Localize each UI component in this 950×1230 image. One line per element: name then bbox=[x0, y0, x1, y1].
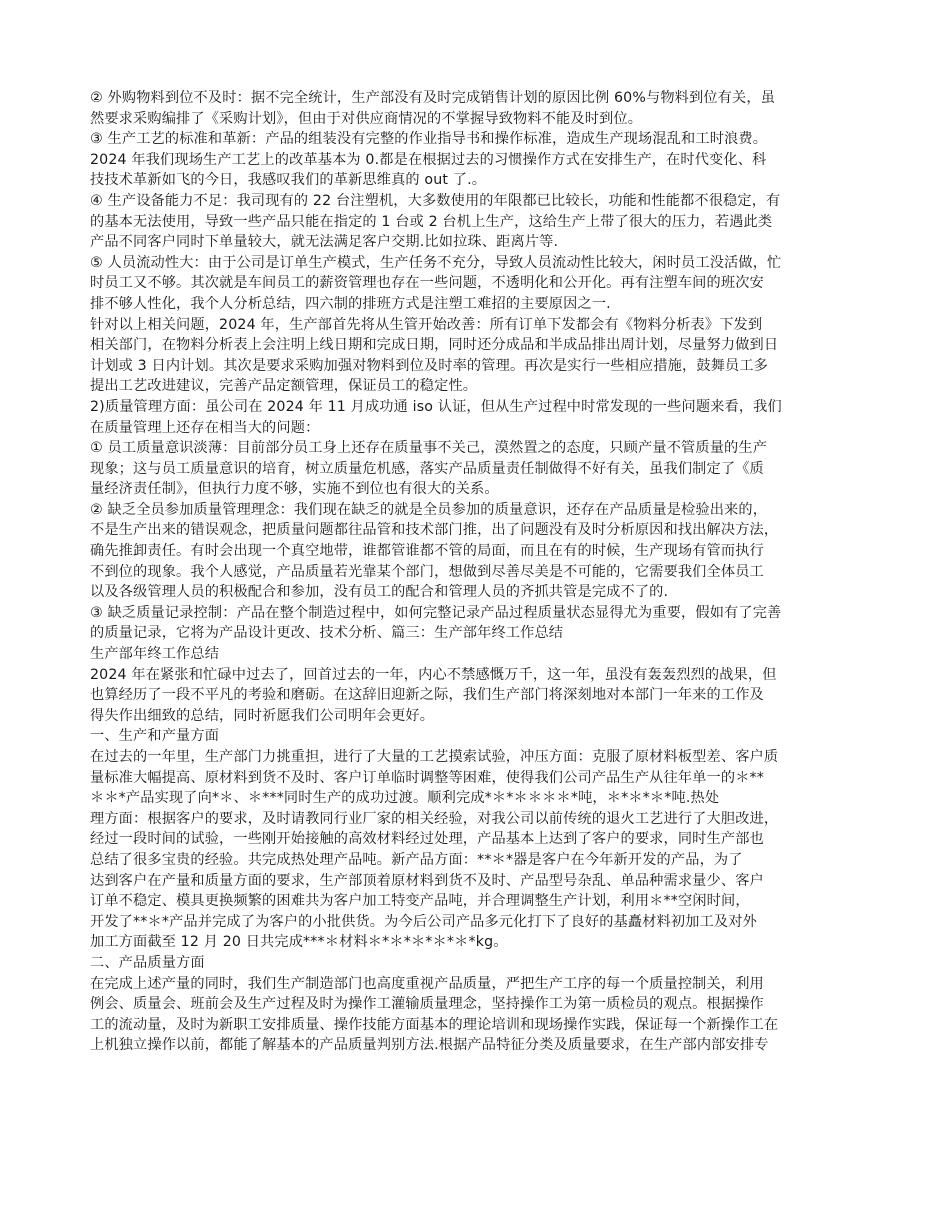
text-line: 二、产品质量方面 bbox=[90, 954, 205, 971]
text-line: 生产部年终工作总结 bbox=[90, 646, 220, 663]
text-line: 现象；这与员工质量意识的培育，树立质量危机感，落实产品质量责任制做得不好有关，虽我们制定了《质 bbox=[90, 460, 764, 477]
text-line: ② 外购物料到位不及时：据不完全统计，生产部没有及时完成销售计划的原因比例 60%与物料到位有关，虽 bbox=[90, 90, 776, 106]
text-line: 2024 年我们现场生产工艺上的改革基本为 0.都是在根据过去的习惯操作方式在安排生产，在时代变化、科 bbox=[90, 151, 767, 168]
text-line: 不到位的现象。我个人感觉，产品质量若光靠某个部门，想做到尽善尽美是不可能的，它需要我们全体员工 bbox=[90, 563, 764, 580]
text-line: 订单不稳定、模具更换频繁的困难共为客户加工特变产品吨，并合理调整生产计划，利用＊**空闲时间， bbox=[90, 893, 750, 910]
text-line: 计划或 3 日内计划。其次是要求采购加强对物料到位及时率的管理。再次是实行一些相应措施，鼓舞员工多 bbox=[90, 357, 769, 374]
text-line: 也算经历了一段不平凡的考验和磨砺。在这辞旧迎新之际，我们生产部门将深刻地对本部门一年来的工作及 bbox=[90, 687, 764, 704]
text-line: 例会、质量会、班前会及生产过程及时为操作工灌输质量理念，坚持操作工为第一质检员的观点。根据操作 bbox=[90, 996, 764, 1013]
text-line: 以及各级管理人员的积极配合和参加，没有员工的配合和管理人员的齐抓共管是完成不了的. bbox=[90, 584, 669, 601]
text-line: 工的流动量，及时为新职工安排质量、操作技能方面基本的理论培训和现场操作实践，保证每一个新操作工在 bbox=[90, 1016, 779, 1033]
text-line: 2)质量管理方面：虽公司在 2024 年 11 月成功通 iso 认证，但从生产过程中时常发现的一些问题来看，我们 bbox=[90, 398, 782, 415]
text-line: 确先推卸责任。有时会出现一个真空地带，谁都管谁都不管的局面，而且在有的时候，生产现场有管而执行 bbox=[90, 543, 764, 560]
text-line: 2024 年在紧张和忙碌中过去了，回首过去的一年，内心不禁感慨万千，这一年，虽没有轰轰烈烈的战果，但 bbox=[90, 666, 777, 683]
text-line: 一、生产和产量方面 bbox=[90, 728, 220, 745]
text-line: ⑤ 人员流动性大：由于公司是订单生产模式，生产任务不充分，导致人员流动性比较大，闲时员工没活做，忙 bbox=[90, 254, 782, 271]
text-line: 针对以上相关问题，2024 年，生产部首先将从生管开始改善：所有订单下发都会有《物料分析表》下发到 bbox=[90, 316, 763, 333]
text-line: 在质量管理上还存在相当大的问题： bbox=[90, 419, 320, 436]
text-line: 加工方面截至 12 月 20 日共完成***＊材料＊*＊*＊*＊*＊*kg。 bbox=[90, 934, 508, 951]
text-line: 相关部门，在物料分析表上会注明上线日期和完成日期，同时还分成品和半成品排出周计划，尽量努力做到日 bbox=[90, 337, 779, 354]
text-line: 得失作出细致的总结，同时祈愿我们公司明年会更好。 bbox=[90, 707, 435, 724]
text-line: 产品不同客户同时下单量较大，就无法满足客户交期.比如拉珠、距离片等. bbox=[90, 234, 559, 251]
text-line: 理方面：根据客户的要求，及时请教同行业厂家的相关经验，对我公司以前传统的退火工艺进行了大胆改进， bbox=[90, 810, 779, 827]
text-line: 总结了很多宝贵的经验。共完成热处理产品吨。新产品方面：**＊*器是客户在今年新开发的产品，为了 bbox=[90, 851, 743, 868]
text-line: 技技术革新如飞的今日，我感叹我们的革新思维真的 out 了.。 bbox=[90, 172, 487, 189]
text-line: 的质量记录，它将为产品设计更改、技术分析、篇三：生产部年终工作总结 bbox=[90, 625, 564, 642]
text-line: 提出工艺改进建议，完善产品定额管理，保证员工的稳定性。 bbox=[90, 378, 478, 395]
text-line: 时员工又不够。其次就是车间员工的薪资管理也存在一些问题，不透明化和公开化。再有注塑车间的班次安 bbox=[90, 275, 764, 292]
text-line: 量经济责任制》，但执行力度不够，实施不到位也有很大的关系。 bbox=[90, 481, 499, 498]
text-line: 上机独立操作以前，都能了解基本的产品质量判别方法.根据产品特征分类及质量要求，在生产部内部安排专 bbox=[90, 1037, 769, 1054]
text-line: 经过一段时间的试验，一些刚开始接触的高效材料经过处理，产品基本上达到了客户的要求，同时生产部也 bbox=[90, 831, 764, 848]
text-line: 量标准大幅提高、原材料到货不及时、客户订单临时调整等困难，使得我们公司产品生产从往年单一的＊** bbox=[90, 769, 765, 786]
text-line: ＊＊*产品实现了向*＊、＊***同时生产的成功过渡。顺利完成*＊*＊＊＊＊*吨，＊*＊*＊*吨.热处 bbox=[90, 790, 720, 807]
text-line: 的基本无法使用，导致一些产品只能在指定的 1 台或 2 台机上生产，这给生产上带了很大的压力，若遇此类 bbox=[90, 213, 773, 230]
text-line: ② 缺乏全员参加质量管理理念：我们现在缺乏的就是全员参加的质量意识，还存在产品质量是检验出来的， bbox=[90, 501, 768, 518]
text-line: 达到客户在产量和质量方面的要求，生产部顶着原材料到货不及时、产品型号杂乱、单品种需求量少、客户 bbox=[90, 872, 764, 889]
text-line: 在过去的一年里，生产部门力挑重担，进行了大量的工艺摸索试验，冲压方面：克服了原材料板型差、客户质 bbox=[90, 749, 779, 765]
text-line: 在完成上述产量的同时，我们生产制造部门也高度重视产品质量，严把生产工序的每一个质量控制关，利用 bbox=[90, 975, 764, 992]
text-line: 不是生产出来的错误观念，把质量问题都往品管和技术部门推，出了问题没有及时分析原因和找出解决方法， bbox=[90, 522, 779, 539]
text-line: 排不够人性化，我个人分析总结，四六制的排班方式是注塑工难招的主要原因之一. bbox=[90, 295, 611, 312]
text-line: ④ 生产设备能力不足：我司现有的 22 台注塑机，大多数使用的年限都已比较长，功能和性能都不很稳定，有 bbox=[90, 192, 781, 209]
text-line: 开发了**＊*产品并完成了为客户的小批供货。为今后公司产品多元化打下了良好的基矗材料初加工及对外 bbox=[90, 913, 757, 930]
text-line: ③ 生产工艺的标准和革新：产品的组装没有完整的作业指导书和操作标准，造成生产现场混乱和工时浪费。 bbox=[90, 131, 768, 148]
text-line: 然要求采购编排了《采购计划》，但由于对供应商情况的不掌握导致物料不能及时到位。 bbox=[90, 110, 643, 127]
text-line: ① 员工质量意识淡薄：目前部分员工身上还存在质量事不关己，漠然置之的态度，只顾产量不管质量的生产 bbox=[90, 440, 768, 457]
text-line: ③ 缺乏质量记录控制：产品在整个制造过程中，如何完整记录产品过程质量状态显得尤为重要，假如有了完善 bbox=[90, 604, 782, 621]
